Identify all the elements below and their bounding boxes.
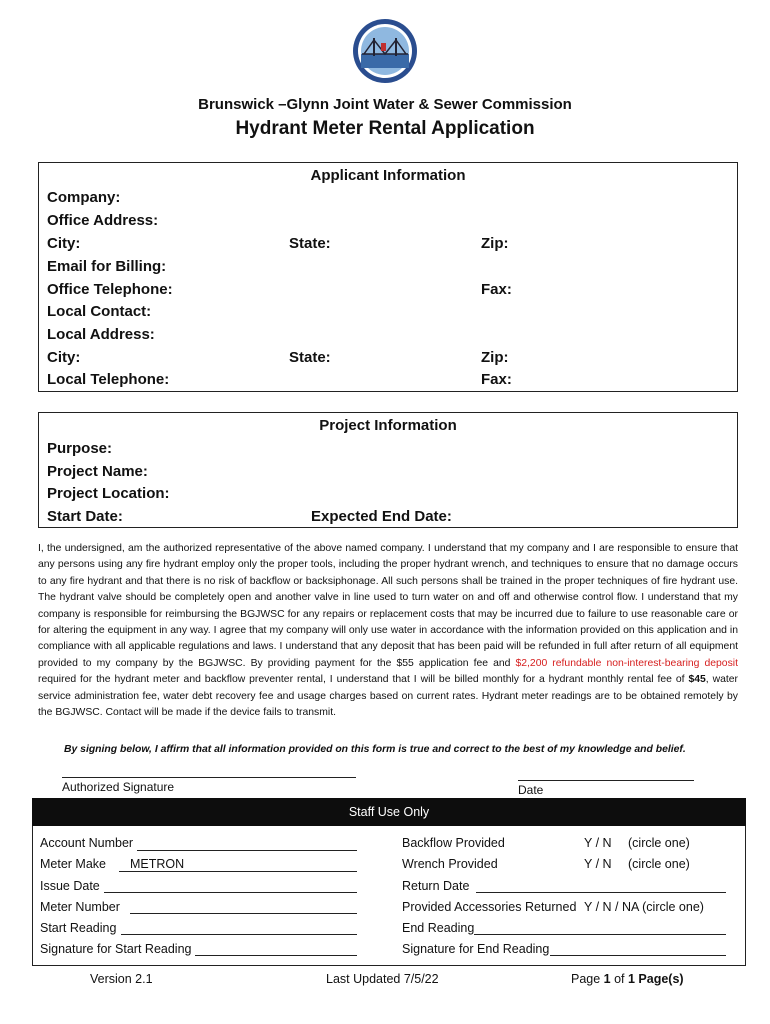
meter-make-field[interactable] [119, 871, 357, 872]
start-reading-label: Start Reading [40, 921, 117, 935]
issue-date-field[interactable] [104, 892, 357, 893]
signature-end-reading-field[interactable] [550, 955, 726, 956]
wrench-circle-one: (circle one) [628, 857, 690, 871]
terms-text-3: , water service administration fee, water debt recovery fee and usage charges based on current rates. Hydrant meter readings are to be obtained remotely by the BGJWSC. Contact will be made if the device fails to transmit. [38, 674, 739, 719]
accessories-returned-label: Provided Accessories Returned [402, 900, 577, 914]
terms-text-1: I, the undersigned, am the authorized representative of the above named company. I understand that my company and I are responsible to ensure that any persons using any fire hydrant employ only the proper tools, including the proper hydrant wrench, and techniques to ensure that no damage occurs to any fire hydrant and that there is no risk of backflow or backsiphonage. All such persons shall be trained in the proper techniques of fire hydrant use. The hydrant valve should be completely open and another valve in line used to turn water on and off and otherwise control flow. I understand that my company is responsible for reimbursing the BGJWSC for any repairs or replacement costs that may be incurred due to failure to use reasonable care or for altering the equipment in any way. I agree that my company will only use water in accordance with the information provided on this application and in compliance with all applicable regulations and laws. I understand that any deposit that has been paid will be refunded in full after return of all equipment provided to my company by the BGJWSC. By providing payment for the $55 application fee and [38, 543, 738, 669]
expected-end-date-label: Expected End Date: [311, 508, 452, 525]
commission-seal-logo [352, 18, 418, 84]
fax-label: Fax: [481, 281, 512, 298]
page-prefix: Page [571, 972, 604, 986]
state-label: State: [289, 235, 331, 252]
page-number: 1 [603, 972, 611, 986]
signature-end-reading-label: Signature for End Reading [402, 942, 550, 956]
start-reading-field[interactable] [121, 934, 357, 935]
start-date-label: Start Date: [47, 508, 123, 525]
form-title: Hydrant Meter Rental Application [235, 118, 535, 139]
page-suffix: Page(s) [634, 972, 684, 986]
project-information-box [38, 412, 738, 528]
terms-text-2: required for the hydrant meter and backflow preventer rental, I understand that I will be billed monthly for a hydrant monthly rental fee of [38, 674, 689, 686]
purpose-label: Purpose: [47, 440, 113, 457]
meter-make-label: Meter Make [40, 857, 106, 871]
signature-start-reading-field[interactable] [195, 955, 357, 956]
staff-use-only-header: Staff Use Only [32, 798, 746, 826]
return-date-field[interactable] [476, 892, 726, 893]
authorized-signature-label: Authorized Signature [62, 780, 175, 794]
deposit-amount: $2,200 refundable non-interest-bearing deposit [515, 657, 738, 669]
date-line[interactable] [518, 780, 694, 781]
meter-number-field[interactable] [130, 913, 357, 914]
zip-label: Zip: [481, 235, 509, 252]
project-location-label: Project Location: [47, 485, 170, 502]
backflow-circle-one: (circle one) [628, 836, 690, 850]
project-name-label: Project Name: [47, 463, 148, 480]
authorized-signature-line[interactable] [62, 777, 356, 778]
local-contact-label: Local Contact: [47, 303, 152, 320]
return-date-label: Return Date [402, 879, 470, 893]
organization-name: Brunswick –Glynn Joint Water & Sewer Commission [198, 96, 572, 113]
signature-start-reading-label: Signature for Start Reading [40, 942, 192, 956]
local-state-label: State: [289, 349, 331, 366]
end-reading-label: End Reading [402, 921, 475, 935]
local-telephone-label: Local Telephone: [47, 371, 170, 388]
rental-fee: $45 [688, 674, 706, 686]
account-number-label: Account Number [40, 836, 134, 850]
applicant-information-box [38, 162, 738, 392]
meter-make-value: METRON [130, 857, 185, 871]
accessories-returned-options[interactable]: Y / N / NA (circle one) [584, 900, 704, 914]
affirmation-statement: By signing below, I affirm that all information provided on this form is true and correct to the best of my knowledge and belief. [64, 744, 686, 755]
email-billing-label: Email for Billing: [47, 258, 167, 275]
wrench-yn-options[interactable]: Y / N [584, 857, 612, 871]
page-of: of [610, 972, 628, 986]
date-label: Date [518, 783, 544, 797]
office-address-label: Office Address: [47, 212, 159, 229]
end-reading-field[interactable] [474, 934, 726, 935]
applicant-information-heading: Applicant Information [310, 167, 466, 184]
local-zip-label: Zip: [481, 349, 509, 366]
project-information-heading: Project Information [319, 417, 457, 434]
backflow-yn-options[interactable]: Y / N [584, 836, 612, 850]
terms-paragraph [38, 541, 738, 721]
page-total: 1 [628, 972, 635, 986]
last-updated-label: Last Updated 7/5/22 [326, 972, 439, 986]
page-indicator [571, 972, 684, 986]
backflow-provided-label: Backflow Provided [402, 836, 505, 850]
meter-number-label: Meter Number [40, 900, 120, 914]
issue-date-label: Issue Date [40, 879, 100, 893]
wrench-provided-label: Wrench Provided [402, 857, 498, 871]
office-telephone-label: Office Telephone: [47, 281, 173, 298]
city-label: City: [47, 235, 81, 252]
version-label: Version 2.1 [90, 972, 153, 986]
local-fax-label: Fax: [481, 371, 512, 388]
company-label: Company: [47, 189, 121, 206]
local-city-label: City: [47, 349, 81, 366]
local-address-label: Local Address: [47, 326, 155, 343]
account-number-field[interactable] [137, 850, 357, 851]
